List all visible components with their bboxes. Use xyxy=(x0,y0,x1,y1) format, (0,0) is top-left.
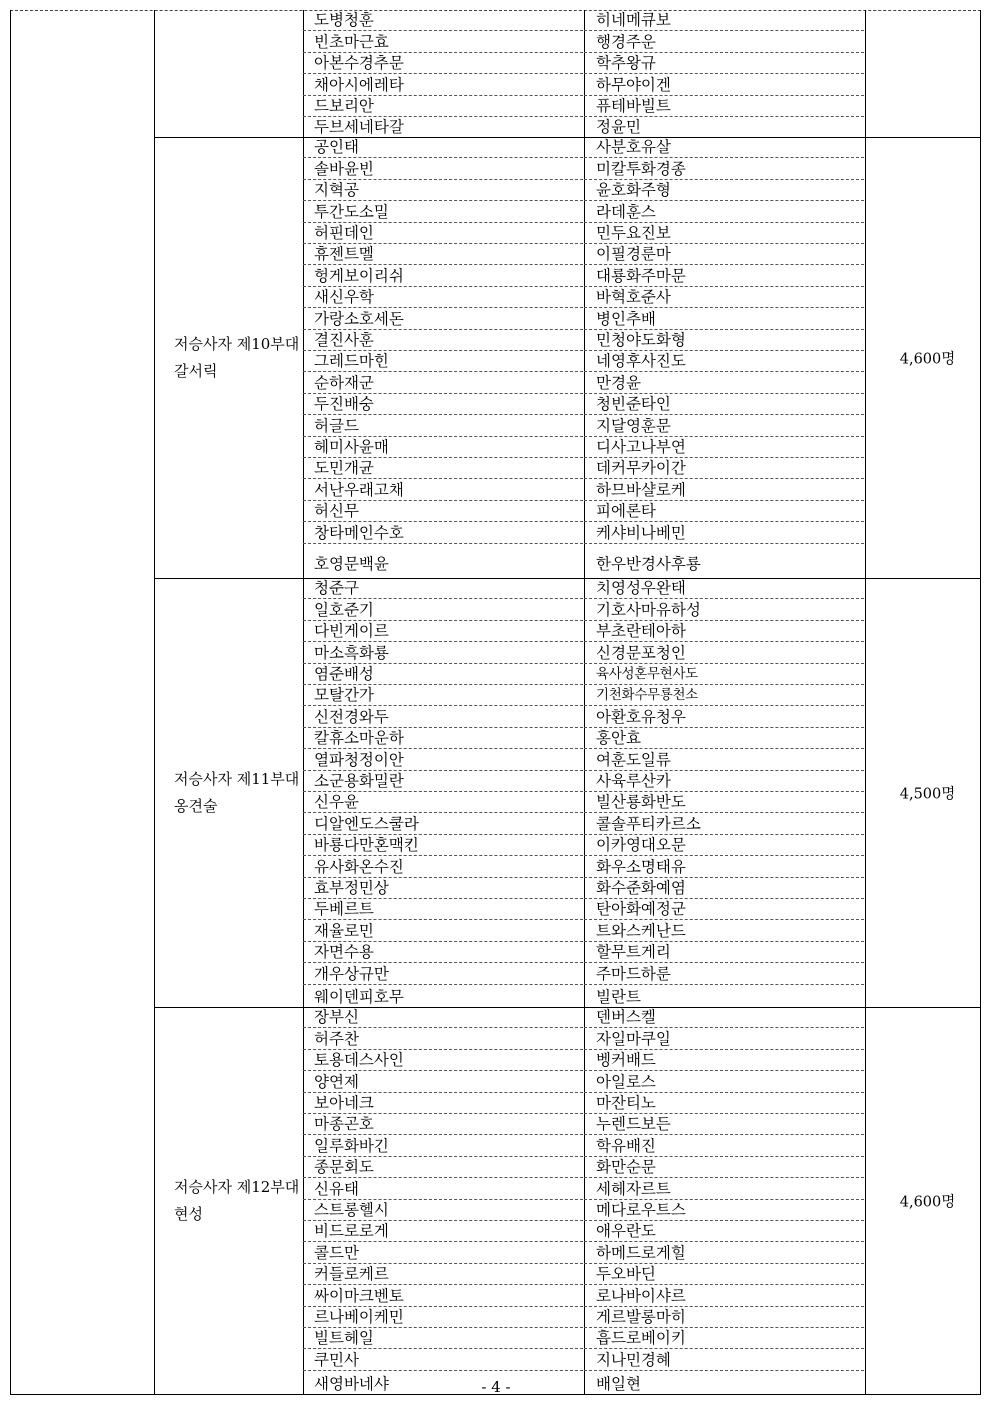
left-name-row xyxy=(303,544,583,578)
right-name-row xyxy=(584,685,864,706)
left-name-row xyxy=(303,771,583,792)
left-name-row xyxy=(303,1007,583,1028)
member-name: 열파청정이안 xyxy=(314,750,404,769)
right-name-row xyxy=(584,330,864,351)
member-name: 콜솔푸티카르소 xyxy=(596,814,701,833)
member-name: 공인태 xyxy=(314,138,359,157)
left-name-row xyxy=(303,437,583,458)
member-name: 일호준기 xyxy=(314,600,374,619)
member-name: 디알엔도스쿨라 xyxy=(314,814,419,833)
member-name: 사육루산카 xyxy=(596,771,671,790)
left-name-row xyxy=(303,458,583,479)
member-name: 보아네크 xyxy=(314,1093,374,1112)
member-name: 바룡다만혼맥킨 xyxy=(314,836,419,855)
left-name-row xyxy=(303,1307,583,1328)
left-name-row xyxy=(303,1328,583,1349)
member-name: 아환호유청우 xyxy=(596,707,686,726)
member-name: 지나민경혜 xyxy=(596,1350,671,1369)
member-name: 흡드로베이키 xyxy=(596,1329,686,1348)
left-name-row xyxy=(303,706,583,727)
member-name: 개우상규만 xyxy=(314,964,389,983)
left-name-row xyxy=(303,856,583,877)
member-name: 덴버스켈 xyxy=(596,1008,656,1027)
right-name-row xyxy=(584,415,864,436)
member-name: 미칼투화경종 xyxy=(596,159,686,178)
left-name-row xyxy=(303,792,583,813)
left-name-row xyxy=(303,53,583,74)
right-name-row xyxy=(584,1285,864,1306)
left-name-row xyxy=(303,1178,583,1199)
member-name: 기천화수무룡천소 xyxy=(596,687,698,704)
unit-name: 저승사자 제11부대 xyxy=(174,770,300,788)
member-name: 할무트게리 xyxy=(596,943,671,962)
left-name-row xyxy=(303,1371,583,1394)
right-name-row xyxy=(584,351,864,372)
member-name: 청준구 xyxy=(314,579,359,598)
member-name: 한우반경사후룡 xyxy=(596,554,701,573)
left-name-row xyxy=(303,1349,583,1370)
right-name-row xyxy=(584,813,864,834)
member-name: 종문회도 xyxy=(314,1158,374,1177)
member-name: 솔바윤빈 xyxy=(314,159,374,178)
member-name: 허신무 xyxy=(314,502,359,521)
member-name: 이카영대오문 xyxy=(596,836,686,855)
right-name-row xyxy=(584,1371,864,1394)
left-name-row xyxy=(303,265,583,286)
member-name: 자일마쿠일 xyxy=(596,1029,671,1048)
right-name-row xyxy=(584,578,864,599)
left-name-row xyxy=(303,749,583,770)
left-name-row xyxy=(303,10,583,31)
left-name-row xyxy=(303,180,583,201)
right-name-row xyxy=(584,664,864,685)
member-name: 홍안효 xyxy=(596,729,641,748)
right-name-row xyxy=(584,899,864,920)
member-name: 소군용화밀란 xyxy=(314,771,404,790)
right-name-row xyxy=(584,308,864,329)
left-name-row xyxy=(303,942,583,963)
member-name: 두진배숭 xyxy=(314,395,374,414)
right-name-row xyxy=(584,1093,864,1114)
right-name-row xyxy=(584,985,864,1007)
right-name-row xyxy=(584,771,864,792)
right-name-row xyxy=(584,74,864,95)
right-name-row xyxy=(584,180,864,201)
member-name: 네영후사진도 xyxy=(596,352,686,371)
member-name: 빌트헤일 xyxy=(314,1329,374,1348)
right-name-row xyxy=(584,963,864,984)
right-name-row xyxy=(584,223,864,244)
left-name-row xyxy=(303,244,583,265)
member-name: 마종곤호 xyxy=(314,1115,374,1134)
right-name-row xyxy=(584,458,864,479)
right-name-row xyxy=(584,117,864,137)
member-name: 피에론타 xyxy=(596,502,656,521)
member-name: 재율로민 xyxy=(314,921,374,940)
right-name-row xyxy=(584,1007,864,1028)
member-name: 유사화온수진 xyxy=(314,857,404,876)
member-name: 케샤비나베민 xyxy=(596,523,686,542)
right-name-row xyxy=(584,437,864,458)
member-name: 허주찬 xyxy=(314,1029,359,1048)
right-name-row xyxy=(584,137,864,158)
right-name-row xyxy=(584,287,864,308)
member-name: 빌산룡화반도 xyxy=(596,793,686,812)
right-name-row xyxy=(584,942,864,963)
member-name: 기호사마유하성 xyxy=(596,600,701,619)
member-name: 부초란테아하 xyxy=(596,622,686,641)
first-column-mask xyxy=(11,578,154,580)
right-name-row xyxy=(584,1135,864,1156)
member-name: 병인추배 xyxy=(596,309,656,328)
member-name: 세헤자르트 xyxy=(596,1179,671,1198)
left-name-row xyxy=(303,664,583,685)
right-name-row xyxy=(584,706,864,727)
member-name: 퓨테바빌트 xyxy=(596,96,671,115)
member-name: 학추왕규 xyxy=(596,54,656,73)
right-name-row xyxy=(584,1178,864,1199)
left-name-row xyxy=(303,1071,583,1092)
member-name: 민두요진보 xyxy=(596,223,671,242)
member-name: 여훈도일류 xyxy=(596,750,671,769)
left-name-row xyxy=(303,522,583,543)
member-name: 쿠민사 xyxy=(314,1350,359,1369)
right-name-row xyxy=(584,372,864,393)
member-name: 아본수경추문 xyxy=(314,54,404,73)
left-name-row xyxy=(303,96,583,117)
right-name-row xyxy=(584,479,864,500)
unit-member-count: 4,500명 xyxy=(899,786,956,803)
left-name-row xyxy=(303,394,583,415)
member-name: 호영문백윤 xyxy=(314,554,389,573)
left-name-row xyxy=(303,835,583,856)
left-name-row xyxy=(303,1200,583,1221)
left-name-row xyxy=(303,1157,583,1178)
member-name: 도민개균 xyxy=(314,459,374,478)
member-name: 정윤민 xyxy=(596,118,641,136)
right-name-row xyxy=(584,10,864,31)
member-name: 벵커배드 xyxy=(596,1051,656,1070)
left-name-row xyxy=(303,685,583,706)
member-name: 만경윤 xyxy=(596,373,641,392)
left-name-row xyxy=(303,899,583,920)
left-name-row xyxy=(303,1093,583,1114)
left-name-row xyxy=(303,920,583,941)
member-name: 헤미사윤매 xyxy=(314,437,389,456)
right-name-row xyxy=(584,1221,864,1242)
first-column-mask xyxy=(11,1007,154,1009)
member-name: 칼휴소마운하 xyxy=(314,729,404,748)
page-bottom-border xyxy=(10,1394,981,1395)
member-name: 웨이덴피호무 xyxy=(314,987,404,1006)
member-name: 배일현 xyxy=(596,1374,641,1393)
left-name-row xyxy=(303,1028,583,1049)
member-name: 하메드로게힐 xyxy=(596,1243,686,1262)
member-name: 결진사훈 xyxy=(314,330,374,349)
member-name: 히네메큐보 xyxy=(596,11,671,30)
right-name-row xyxy=(584,621,864,642)
left-name-row xyxy=(303,31,583,52)
right-name-row xyxy=(584,835,864,856)
member-name: 신경문포청인 xyxy=(596,643,686,662)
left-name-row xyxy=(303,308,583,329)
member-name: 다빈게이르 xyxy=(314,622,389,641)
left-name-row xyxy=(303,201,583,222)
member-name: 육사성혼무현사도 xyxy=(596,665,698,682)
left-name-row xyxy=(303,1050,583,1071)
member-name: 새영바네샤 xyxy=(314,1374,389,1393)
right-name-row xyxy=(584,544,864,578)
member-name: 화수준화예염 xyxy=(596,878,686,897)
member-name: 허핀데인 xyxy=(314,223,374,242)
right-name-row xyxy=(584,599,864,620)
right-name-row xyxy=(584,749,864,770)
member-name: 일루화바긴 xyxy=(314,1136,389,1155)
member-name: 화만순문 xyxy=(596,1158,656,1177)
member-name: 게르발롱마히 xyxy=(596,1307,686,1326)
right-name-row xyxy=(584,1242,864,1263)
member-name: 두베르트 xyxy=(314,900,374,919)
member-name: 효부정민상 xyxy=(314,878,389,897)
right-name-row xyxy=(584,158,864,179)
left-name-row xyxy=(303,621,583,642)
member-name: 자면수용 xyxy=(314,943,374,962)
left-name-row xyxy=(303,74,583,95)
left-name-row xyxy=(303,599,583,620)
member-name: 신전경와두 xyxy=(314,707,389,726)
member-name: 헝게보이리쉬 xyxy=(314,266,404,285)
member-name: 마잔티노 xyxy=(596,1093,656,1112)
left-name-row xyxy=(303,117,583,137)
left-name-row xyxy=(303,287,583,308)
left-name-row xyxy=(303,1114,583,1135)
right-name-row xyxy=(584,265,864,286)
member-name: 토용데스사인 xyxy=(314,1051,404,1070)
left-name-row xyxy=(303,813,583,834)
member-name: 두오바딘 xyxy=(596,1265,656,1284)
member-name: 라데훈스 xyxy=(596,202,656,221)
left-name-row xyxy=(303,1242,583,1263)
member-name: 커들로케르 xyxy=(314,1265,389,1284)
member-name: 하무야이겐 xyxy=(596,75,671,94)
right-name-row xyxy=(584,1200,864,1221)
page-number: - 4 - xyxy=(474,1380,518,1393)
first-column-mask xyxy=(11,137,154,139)
left-name-row xyxy=(303,1221,583,1242)
member-name: 르나베이케민 xyxy=(314,1307,404,1326)
right-name-row xyxy=(584,31,864,52)
unit-label xyxy=(164,331,314,385)
member-name: 주마드하룬 xyxy=(596,964,671,983)
member-name: 드보리안 xyxy=(314,96,374,115)
member-name: 탄아화예정군 xyxy=(596,900,686,919)
member-name: 휴젠트멜 xyxy=(314,245,374,264)
unit-name: 저승사자 제10부대 xyxy=(174,335,300,353)
left-name-row xyxy=(303,642,583,663)
member-name: 대룡화주마문 xyxy=(596,266,686,285)
member-name: 사분호유살 xyxy=(596,138,671,157)
member-name: 서난우래고채 xyxy=(314,480,404,499)
left-name-row xyxy=(303,728,583,749)
unit-leader: 현성 xyxy=(174,1205,203,1223)
unit-leader: 옹견술 xyxy=(174,797,218,815)
right-name-row xyxy=(584,1264,864,1285)
right-name-row xyxy=(584,522,864,543)
unit-name: 저승사자 제12부대 xyxy=(174,1178,300,1196)
member-name: 신우윤 xyxy=(314,793,359,812)
member-name: 누렌드보든 xyxy=(596,1115,671,1134)
left-name-row xyxy=(303,415,583,436)
right-name-row xyxy=(584,53,864,74)
right-name-row xyxy=(584,878,864,899)
right-name-row xyxy=(584,1028,864,1049)
member-name: 가랑소호세돈 xyxy=(314,309,404,328)
member-name: 콜드만 xyxy=(314,1243,359,1262)
right-name-row xyxy=(584,642,864,663)
member-name: 순하재군 xyxy=(314,373,374,392)
member-name: 트와스케난드 xyxy=(596,921,686,940)
left-name-row xyxy=(303,963,583,984)
member-name: 스트롱헬시 xyxy=(314,1200,389,1219)
left-name-row xyxy=(303,1135,583,1156)
member-name: 양연제 xyxy=(314,1072,359,1091)
unit-member-count: 4,600명 xyxy=(899,1194,956,1211)
right-name-row xyxy=(584,792,864,813)
member-name: 학유배진 xyxy=(596,1136,656,1155)
unit-label xyxy=(164,1174,314,1228)
left-name-row xyxy=(303,985,583,1007)
member-name: 모탈간가 xyxy=(314,686,374,705)
member-name: 바혁호준사 xyxy=(596,288,671,307)
member-name: 도병청훈 xyxy=(314,11,374,30)
left-name-row xyxy=(303,878,583,899)
left-name-row xyxy=(303,330,583,351)
member-name: 치영성우완태 xyxy=(596,579,686,598)
left-name-row xyxy=(303,479,583,500)
member-name: 장부신 xyxy=(314,1008,359,1027)
right-name-row xyxy=(584,1050,864,1071)
unit-leader: 갈서릭 xyxy=(174,362,218,380)
right-name-row xyxy=(584,920,864,941)
member-name: 화우소명태유 xyxy=(596,857,686,876)
member-name: 청빈준타인 xyxy=(596,395,671,414)
left-name-row xyxy=(303,1285,583,1306)
right-name-row xyxy=(584,1071,864,1092)
member-name: 투간도소밀 xyxy=(314,202,389,221)
member-name: 두브세네타갈 xyxy=(314,118,404,136)
right-name-row xyxy=(584,96,864,117)
member-name: 빈초마근효 xyxy=(314,32,389,51)
member-name: 로나바이샤르 xyxy=(596,1286,686,1305)
right-name-row xyxy=(584,1157,864,1178)
member-name: 아일로스 xyxy=(596,1072,656,1091)
member-name: 디사고나부연 xyxy=(596,437,686,456)
member-name: 창타메인수호 xyxy=(314,523,404,542)
member-name: 민청야도화형 xyxy=(596,330,686,349)
member-name: 데커무카이간 xyxy=(596,459,686,478)
right-name-row xyxy=(584,201,864,222)
member-name: 그레드마힌 xyxy=(314,352,389,371)
member-name: 염준배성 xyxy=(314,664,374,683)
right-name-row xyxy=(584,1307,864,1328)
member-name: 애우란도 xyxy=(596,1222,656,1241)
member-name: 메다로우트스 xyxy=(596,1200,686,1219)
right-name-row xyxy=(584,394,864,415)
right-name-row xyxy=(584,1349,864,1370)
member-name: 지달영훈문 xyxy=(596,416,671,435)
member-name: 행경주운 xyxy=(596,32,656,51)
right-name-row xyxy=(584,244,864,265)
member-name: 채아시에레타 xyxy=(314,75,404,94)
left-name-row xyxy=(303,137,583,158)
left-name-row xyxy=(303,223,583,244)
unit-member-count: 4,600명 xyxy=(899,351,956,368)
left-name-row xyxy=(303,158,583,179)
member-name: 새신우학 xyxy=(314,288,374,307)
left-name-row xyxy=(303,351,583,372)
member-name: 지혁공 xyxy=(314,181,359,200)
left-name-row xyxy=(303,501,583,522)
left-name-row xyxy=(303,1264,583,1285)
member-name: 마소흑화룡 xyxy=(314,643,389,662)
left-name-row xyxy=(303,578,583,599)
right-name-row xyxy=(584,728,864,749)
member-name: 하므바샬로케 xyxy=(596,480,686,499)
member-name: 비드로로게 xyxy=(314,1222,389,1241)
member-name: 허글드 xyxy=(314,416,359,435)
member-name: 이필경룬마 xyxy=(596,245,671,264)
right-name-row xyxy=(584,1114,864,1135)
right-name-row xyxy=(584,1328,864,1349)
member-name: 빌란트 xyxy=(596,987,641,1006)
left-name-row xyxy=(303,372,583,393)
right-name-row xyxy=(584,856,864,877)
member-name: 신유태 xyxy=(314,1179,359,1198)
right-name-row xyxy=(584,501,864,522)
member-name: 싸이마크벤토 xyxy=(314,1286,404,1305)
unit-label xyxy=(164,766,314,820)
member-name: 윤호화주형 xyxy=(596,181,671,200)
